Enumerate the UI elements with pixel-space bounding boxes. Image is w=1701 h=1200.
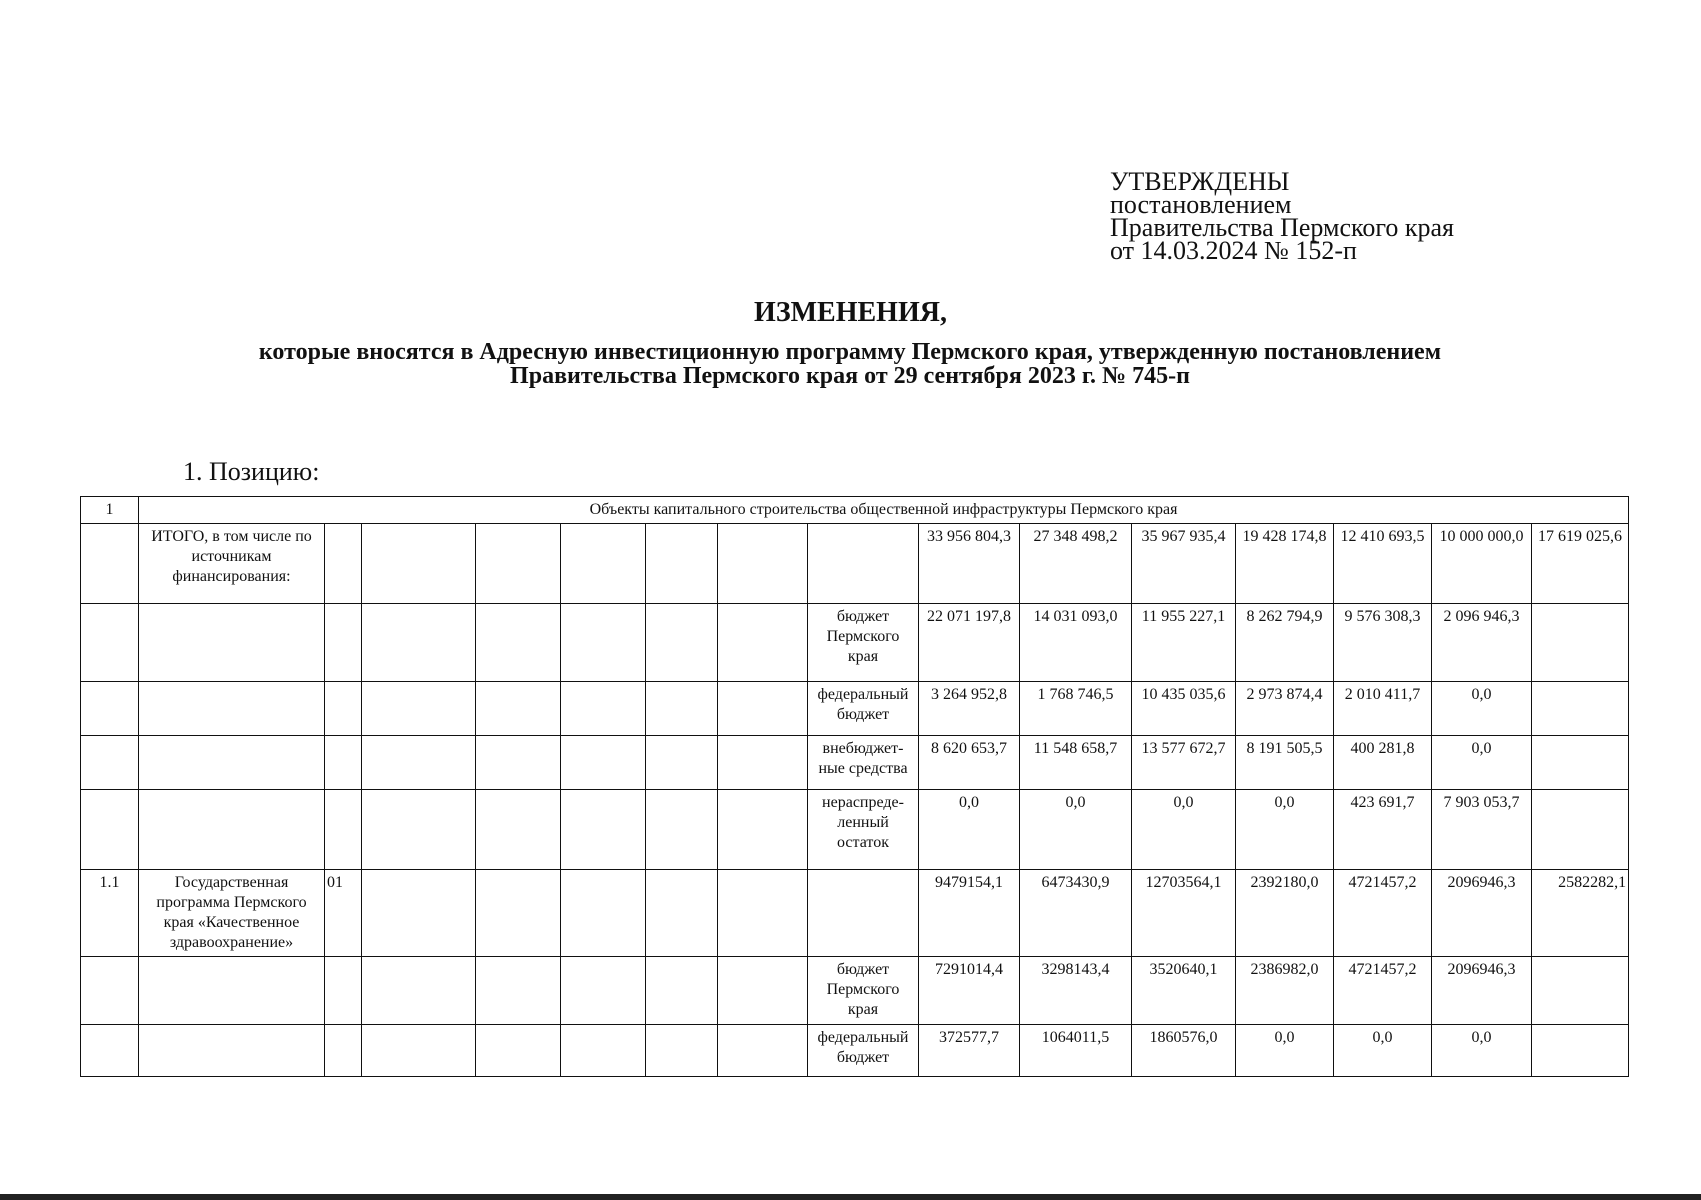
funding-source-cell: бюджет Пермского края — [808, 604, 919, 682]
value-cell: 2392180,0 — [1236, 870, 1334, 957]
table-row — [81, 682, 1629, 736]
row-number-cell — [81, 957, 139, 1025]
value-cell: 0,0 — [1236, 790, 1334, 870]
value-cell: 8 620 653,7 — [919, 736, 1020, 790]
value-cell: 2096946,3 — [1432, 870, 1532, 957]
value-cell: 0,0 — [1432, 682, 1532, 736]
value-cell — [1532, 957, 1629, 1025]
row-number-cell — [81, 524, 139, 604]
table-row — [81, 736, 1629, 790]
table-row — [81, 524, 1629, 604]
empty-cell — [646, 957, 718, 1025]
empty-cell — [476, 957, 561, 1025]
value-cell: 22 071 197,8 — [919, 604, 1020, 682]
subtitle-line-2: Правительства Пермского края от 29 сентября 2023 г. № 745-п — [510, 363, 1190, 389]
value-cell: 2 973 874,4 — [1236, 682, 1334, 736]
empty-cell — [362, 1025, 476, 1077]
row-code-cell — [325, 524, 362, 604]
empty-cell — [561, 736, 646, 790]
empty-cell — [561, 957, 646, 1025]
empty-cell — [362, 682, 476, 736]
value-cell: 0,0 — [1020, 790, 1132, 870]
row-number-cell — [81, 1025, 139, 1077]
empty-cell — [476, 870, 561, 957]
value-cell: 11 548 658,7 — [1020, 736, 1132, 790]
empty-cell — [718, 604, 808, 682]
value-cell: 2 010 411,7 — [1334, 682, 1432, 736]
value-cell: 3298143,4 — [1020, 957, 1132, 1025]
empty-cell — [476, 736, 561, 790]
empty-cell — [646, 604, 718, 682]
row-number-cell: 1.1 — [81, 870, 139, 957]
value-cell: 8 262 794,9 — [1236, 604, 1334, 682]
empty-cell — [646, 736, 718, 790]
row-name-cell — [139, 736, 325, 790]
empty-cell — [718, 682, 808, 736]
row-code-cell — [325, 682, 362, 736]
value-cell: 1064011,5 — [1020, 1025, 1132, 1077]
value-cell — [1532, 1025, 1629, 1077]
value-cell: 8 191 505,5 — [1236, 736, 1334, 790]
row-name-cell — [139, 790, 325, 870]
value-cell — [1532, 790, 1629, 870]
value-cell: 2 096 946,3 — [1432, 604, 1532, 682]
approval-line-date: от 14.03.2024 № 152-п — [1110, 236, 1357, 265]
row-code-cell — [325, 957, 362, 1025]
empty-cell — [646, 870, 718, 957]
empty-cell — [561, 682, 646, 736]
value-cell: 7 903 053,7 — [1432, 790, 1532, 870]
row-number-cell — [81, 604, 139, 682]
value-cell: 2096946,3 — [1432, 957, 1532, 1025]
value-cell: 0,0 — [1334, 1025, 1432, 1077]
row-name-cell — [139, 604, 325, 682]
empty-cell — [476, 682, 561, 736]
approval-title: УТВЕРЖДЕНЫ — [1110, 167, 1290, 196]
value-cell: 12 410 693,5 — [1334, 524, 1432, 604]
value-cell: 423 691,7 — [1334, 790, 1432, 870]
funding-source-cell: бюджет Пермского края — [808, 957, 919, 1025]
value-cell: 6473430,9 — [1020, 870, 1132, 957]
value-cell: 1 768 746,5 — [1020, 682, 1132, 736]
funding-source-cell: внебюджет-ные средства — [808, 736, 919, 790]
funding-source-cell — [808, 524, 919, 604]
section-title: Объекты капитального строительства общественной инфраструктуры Пермского края — [139, 497, 1629, 524]
document-subtitle — [100, 340, 1600, 388]
value-cell: 3520640,1 — [1132, 957, 1236, 1025]
table-row — [81, 870, 1629, 957]
investment-table — [80, 496, 1629, 1077]
empty-cell — [362, 736, 476, 790]
value-cell: 12703564,1 — [1132, 870, 1236, 957]
value-cell: 11 955 227,1 — [1132, 604, 1236, 682]
funding-source-cell: федеральный бюджет — [808, 1025, 919, 1077]
value-cell: 9479154,1 — [919, 870, 1020, 957]
value-cell: 33 956 804,3 — [919, 524, 1020, 604]
position-label: 1. Позицию: — [183, 457, 320, 486]
empty-cell — [476, 524, 561, 604]
value-cell: 0,0 — [1236, 1025, 1334, 1077]
row-code-cell: 01 — [325, 870, 362, 957]
empty-cell — [476, 790, 561, 870]
row-name-cell: ИТОГО, в том числе по источникам финансирования: — [139, 524, 325, 604]
empty-cell — [561, 1025, 646, 1077]
approval-stamp — [1110, 167, 1610, 265]
table-row — [81, 604, 1629, 682]
value-cell: 4721457,2 — [1334, 870, 1432, 957]
row-name-cell — [139, 957, 325, 1025]
value-cell: 7291014,4 — [919, 957, 1020, 1025]
value-cell: 3 264 952,8 — [919, 682, 1020, 736]
table-row — [81, 1025, 1629, 1077]
empty-cell — [362, 524, 476, 604]
value-cell: 9 576 308,3 — [1334, 604, 1432, 682]
empty-cell — [561, 604, 646, 682]
value-cell: 4721457,2 — [1334, 957, 1432, 1025]
approval-line-decree: постановлением — [1110, 190, 1292, 219]
value-cell: 2582282,1 — [1532, 870, 1629, 957]
value-cell: 27 348 498,2 — [1020, 524, 1132, 604]
empty-cell — [362, 790, 476, 870]
value-cell: 35 967 935,4 — [1132, 524, 1236, 604]
table-row — [81, 790, 1629, 870]
value-cell: 0,0 — [1432, 1025, 1532, 1077]
value-cell — [1532, 604, 1629, 682]
value-cell: 19 428 174,8 — [1236, 524, 1334, 604]
empty-cell — [362, 957, 476, 1025]
funding-source-cell: нераспреде-ленный остаток — [808, 790, 919, 870]
row-name-cell: Государственная программа Пермского края «Качественное здравоохранение» — [139, 870, 325, 957]
value-cell: 10 435 035,6 — [1132, 682, 1236, 736]
row-name-cell — [139, 682, 325, 736]
value-cell: 10 000 000,0 — [1432, 524, 1532, 604]
empty-cell — [476, 1025, 561, 1077]
row-code-cell — [325, 736, 362, 790]
document-title: ИЗМЕНЕНИЯ, — [754, 297, 947, 328]
value-cell — [1532, 682, 1629, 736]
empty-cell — [646, 524, 718, 604]
row-code-cell — [325, 790, 362, 870]
funding-source-cell: федеральный бюджет — [808, 682, 919, 736]
value-cell: 14 031 093,0 — [1020, 604, 1132, 682]
row-number-cell — [81, 790, 139, 870]
empty-cell — [718, 1025, 808, 1077]
empty-cell — [561, 870, 646, 957]
value-cell: 17 619 025,6 — [1532, 524, 1629, 604]
value-cell — [1532, 736, 1629, 790]
scan-edge — [0, 1194, 1701, 1200]
value-cell: 372577,7 — [919, 1025, 1020, 1077]
table-row — [81, 957, 1629, 1025]
row-name-cell — [139, 1025, 325, 1077]
value-cell: 2386982,0 — [1236, 957, 1334, 1025]
empty-cell — [646, 682, 718, 736]
row-code-cell — [325, 604, 362, 682]
row-number-cell — [81, 736, 139, 790]
section-number: 1 — [81, 497, 139, 524]
section-header-row — [81, 497, 1629, 524]
empty-cell — [718, 790, 808, 870]
empty-cell — [718, 870, 808, 957]
approval-line-government: Правительства Пермского края — [1110, 213, 1454, 242]
empty-cell — [718, 957, 808, 1025]
value-cell: 1860576,0 — [1132, 1025, 1236, 1077]
empty-cell — [718, 736, 808, 790]
value-cell: 13 577 672,7 — [1132, 736, 1236, 790]
subtitle-line-1: которые вносятся в Адресную инвестиционную программу Пермского края, утвержденную постановлением — [258, 339, 1442, 365]
empty-cell — [646, 1025, 718, 1077]
empty-cell — [362, 604, 476, 682]
empty-cell — [561, 524, 646, 604]
empty-cell — [561, 790, 646, 870]
row-code-cell — [325, 1025, 362, 1077]
empty-cell — [476, 604, 561, 682]
empty-cell — [362, 870, 476, 957]
funding-source-cell — [808, 870, 919, 957]
empty-cell — [718, 524, 808, 604]
row-number-cell — [81, 682, 139, 736]
value-cell: 0,0 — [1432, 736, 1532, 790]
value-cell: 0,0 — [1132, 790, 1236, 870]
value-cell: 0,0 — [919, 790, 1020, 870]
empty-cell — [646, 790, 718, 870]
value-cell: 400 281,8 — [1334, 736, 1432, 790]
